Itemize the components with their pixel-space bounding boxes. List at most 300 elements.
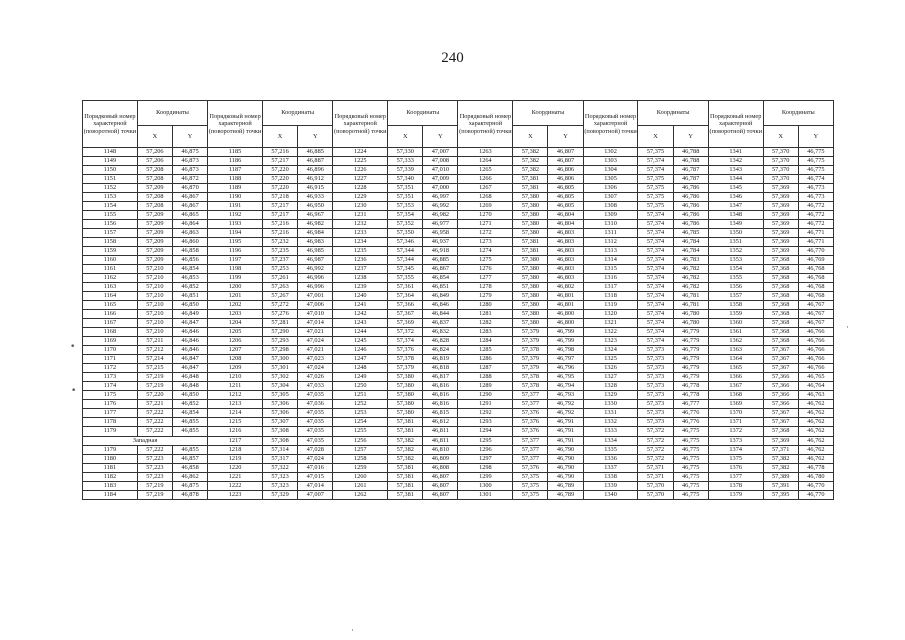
point-number-cell: 1195: [208, 238, 263, 247]
y-coordinate-cell: 46,851: [173, 292, 208, 301]
y-coordinate-cell: 46,771: [798, 229, 833, 238]
point-number-cell: 1289: [458, 382, 513, 391]
y-coordinate-cell: 47,009: [423, 175, 458, 184]
point-number-cell: 1216: [208, 427, 263, 436]
y-coordinate-cell: 46,763: [798, 391, 833, 400]
y-coordinate-cell: 46,786: [673, 184, 708, 193]
point-number-cell: 1319: [583, 301, 638, 310]
point-number-cell: 1300: [458, 481, 513, 490]
x-column-header: X: [137, 126, 172, 148]
table-row: [83, 454, 834, 463]
y-coordinate-cell: 46,803: [548, 247, 583, 256]
point-number-cell: 1370: [708, 409, 763, 418]
x-coordinate-cell: 57,366: [763, 391, 798, 400]
point-number-cell: 1180: [83, 454, 138, 463]
point-number-cell: 1238: [333, 274, 388, 283]
section-note-cell: Западная: [83, 436, 208, 445]
y-coordinate-cell: 46,846: [173, 346, 208, 355]
x-coordinate-cell: 57,344: [388, 247, 423, 256]
y-coordinate-cell: 46,801: [548, 301, 583, 310]
x-coordinate-cell: 57,373: [638, 364, 673, 373]
x-coordinate-cell: 57,368: [763, 265, 798, 274]
point-number-cell: 1168: [83, 328, 138, 337]
y-coordinate-cell: 46,854: [423, 274, 458, 283]
y-coordinate-cell: 46,996: [298, 283, 333, 292]
y-coordinate-cell: 46,865: [173, 211, 208, 220]
point-number-cell: 1355: [708, 274, 763, 283]
x-coordinate-cell: 57,368: [763, 292, 798, 301]
x-coordinate-cell: 57,380: [388, 409, 423, 418]
point-number-cell: 1239: [333, 283, 388, 292]
y-coordinate-cell: 46,768: [798, 283, 833, 292]
x-coordinate-cell: 57,351: [388, 184, 423, 193]
y-coordinate-cell: 46,851: [423, 283, 458, 292]
point-number-cell: 1187: [208, 166, 263, 175]
x-coordinate-cell: 57,382: [513, 157, 548, 166]
point-number-cell: 1223: [208, 490, 263, 499]
y-coordinate-cell: 46,766: [798, 355, 833, 364]
table-row: [83, 364, 834, 373]
y-coordinate-cell: 46,805: [548, 193, 583, 202]
point-number-cell: 1197: [208, 256, 263, 265]
y-coordinate-cell: 47,035: [298, 436, 333, 445]
y-coordinate-cell: 46,816: [423, 391, 458, 400]
y-coordinate-cell: 46,854: [173, 265, 208, 274]
x-coordinate-cell: 57,380: [513, 301, 548, 310]
point-number-cell: 1369: [708, 400, 763, 409]
y-coordinate-cell: 46,864: [173, 220, 208, 229]
point-number-cell: 1258: [333, 454, 388, 463]
x-coordinate-cell: 57,219: [137, 490, 172, 499]
y-coordinate-cell: 46,768: [798, 292, 833, 301]
x-coordinate-cell: 57,210: [137, 274, 172, 283]
x-coordinate-cell: 57,216: [263, 148, 298, 157]
y-coordinate-cell: 46,776: [673, 409, 708, 418]
y-coordinate-cell: 46,775: [673, 436, 708, 445]
point-number-cell: 1282: [458, 319, 513, 328]
point-number-cell: 1224: [333, 148, 388, 157]
x-coordinate-cell: 57,367: [763, 418, 798, 427]
y-coordinate-cell: 46,815: [423, 409, 458, 418]
y-coordinate-cell: 46,775: [673, 481, 708, 490]
x-coordinate-cell: 57,369: [388, 319, 423, 328]
x-coordinate-cell: 57,374: [388, 337, 423, 346]
point-number-cell: 1179: [83, 445, 138, 454]
x-coordinate-cell: 57,373: [638, 391, 673, 400]
point-number-cell: 1182: [83, 472, 138, 481]
point-number-cell: 1275: [458, 256, 513, 265]
point-number-cell: 1184: [83, 490, 138, 499]
point-number-cell: 1164: [83, 292, 138, 301]
y-coordinate-cell: 46,766: [798, 364, 833, 373]
point-number-cell: 1364: [708, 355, 763, 364]
y-coordinate-cell: 46,790: [548, 463, 583, 472]
x-coordinate-cell: 57,364: [388, 292, 423, 301]
x-coordinate-cell: 57,235: [263, 247, 298, 256]
y-coordinate-cell: 46,772: [798, 202, 833, 211]
point-number-cell: 1232: [333, 220, 388, 229]
x-coordinate-cell: 57,381: [388, 481, 423, 490]
y-coordinate-cell: 46,775: [673, 463, 708, 472]
x-coordinate-cell: 57,210: [137, 301, 172, 310]
x-coordinate-cell: 57,272: [263, 301, 298, 310]
point-number-cell: 1270: [458, 211, 513, 220]
y-coordinate-cell: 46,847: [173, 319, 208, 328]
table-row: [83, 409, 834, 418]
x-coordinate-cell: 57,368: [763, 274, 798, 283]
y-coordinate-cell: 46,775: [673, 454, 708, 463]
point-number-cell: 1347: [708, 202, 763, 211]
y-coordinate-cell: 47,007: [298, 490, 333, 499]
y-coordinate-cell: 46,912: [298, 175, 333, 184]
point-number-cell: 1208: [208, 355, 263, 364]
table-row: [83, 427, 834, 436]
x-coordinate-cell: 57,308: [263, 427, 298, 436]
y-coordinate-cell: 46,918: [423, 247, 458, 256]
point-number-cell: 1206: [208, 337, 263, 346]
x-coordinate-cell: 57,330: [388, 148, 423, 157]
coordinates-header: Координаты: [763, 101, 833, 126]
y-coordinate-cell: 46,800: [548, 319, 583, 328]
point-number-cell: 1171: [83, 355, 138, 364]
table-row: [83, 373, 834, 382]
y-coordinate-cell: 46,774: [798, 175, 833, 184]
point-number-cell: 1360: [708, 319, 763, 328]
point-number-cell: 1366: [708, 373, 763, 382]
y-coordinate-cell: 46,855: [173, 445, 208, 454]
point-number-cell: 1192: [208, 211, 263, 220]
x-coordinate-cell: 57,374: [638, 229, 673, 238]
point-number-cell: 1324: [583, 346, 638, 355]
point-number-cell: 1368: [708, 391, 763, 400]
x-coordinate-cell: 57,219: [137, 481, 172, 490]
y-coordinate-cell: 46,794: [548, 382, 583, 391]
y-coordinate-cell: 46,852: [173, 283, 208, 292]
table-row: [83, 283, 834, 292]
x-coordinate-cell: 57,374: [638, 238, 673, 247]
y-coordinate-cell: 46,809: [423, 454, 458, 463]
y-coordinate-cell: 46,786: [673, 211, 708, 220]
x-coordinate-cell: 57,345: [388, 265, 423, 274]
x-coordinate-cell: 57,374: [638, 247, 673, 256]
x-coordinate-cell: 57,373: [638, 409, 673, 418]
y-coordinate-cell: 46,878: [173, 490, 208, 499]
x-column-header: X: [263, 126, 298, 148]
y-coordinate-cell: 46,787: [673, 166, 708, 175]
y-coordinate-cell: 46,937: [423, 238, 458, 247]
y-column-header: Y: [798, 126, 833, 148]
y-coordinate-cell: 46,847: [173, 355, 208, 364]
y-coordinate-cell: 46,848: [173, 373, 208, 382]
y-coordinate-cell: 46,875: [173, 481, 208, 490]
point-number-cell: 1207: [208, 346, 263, 355]
y-coordinate-cell: 46,781: [673, 292, 708, 301]
y-coordinate-cell: 47,021: [298, 346, 333, 355]
point-number-cell: 1365: [708, 364, 763, 373]
x-coordinate-cell: 57,209: [137, 220, 172, 229]
x-column-header: X: [763, 126, 798, 148]
y-coordinate-cell: 46,857: [173, 454, 208, 463]
point-number-cell: 1297: [458, 454, 513, 463]
y-coordinate-cell: 46,787: [673, 175, 708, 184]
y-coordinate-cell: 46,867: [173, 193, 208, 202]
point-number-cell: 1159: [83, 247, 138, 256]
y-coordinate-cell: 46,778: [673, 382, 708, 391]
point-number-cell: 1229: [333, 193, 388, 202]
y-coordinate-cell: 46,764: [798, 382, 833, 391]
page-number: 240: [441, 50, 464, 66]
x-coordinate-cell: 57,380: [388, 382, 423, 391]
point-number-cell: 1165: [83, 301, 138, 310]
x-coordinate-cell: 57,220: [263, 166, 298, 175]
x-column-header: X: [513, 126, 548, 148]
x-coordinate-cell: 57,380: [513, 193, 548, 202]
x-coordinate-cell: 57,375: [638, 184, 673, 193]
y-coordinate-cell: 46,762: [798, 400, 833, 409]
point-number-cell: 1222: [208, 481, 263, 490]
y-coordinate-cell: 46,824: [423, 346, 458, 355]
x-coordinate-cell: 57,378: [513, 373, 548, 382]
y-coordinate-cell: 46,846: [173, 337, 208, 346]
x-coordinate-cell: 57,391: [763, 481, 798, 490]
y-coordinate-cell: 46,853: [173, 274, 208, 283]
x-coordinate-cell: 57,380: [388, 400, 423, 409]
y-column-header: Y: [423, 126, 458, 148]
y-coordinate-cell: 46,766: [798, 346, 833, 355]
point-number-cell: 1326: [583, 364, 638, 373]
y-coordinate-cell: 46,828: [423, 337, 458, 346]
point-number-cell: 1340: [583, 490, 638, 499]
x-coordinate-cell: 57,222: [137, 409, 172, 418]
point-number-cell: 1343: [708, 166, 763, 175]
y-coordinate-cell: 46,804: [548, 211, 583, 220]
y-coordinate-cell: 46,800: [548, 310, 583, 319]
x-coordinate-cell: 57,374: [638, 256, 673, 265]
table-row: [83, 256, 834, 265]
point-number-cell: 1152: [83, 184, 138, 193]
x-coordinate-cell: 57,372: [638, 445, 673, 454]
point-number-cell: 1367: [708, 382, 763, 391]
x-coordinate-cell: 57,380: [513, 256, 548, 265]
point-number-cell: 1317: [583, 283, 638, 292]
table-row: [83, 418, 834, 427]
y-coordinate-cell: 46,780: [673, 319, 708, 328]
point-number-cell: 1149: [83, 157, 138, 166]
point-number-cell: 1357: [708, 292, 763, 301]
y-coordinate-cell: 47,036: [298, 400, 333, 409]
point-number-cell: 1273: [458, 238, 513, 247]
x-coordinate-cell: 57,306: [263, 409, 298, 418]
y-coordinate-cell: 47,035: [298, 427, 333, 436]
y-coordinate-cell: 47,006: [298, 301, 333, 310]
x-coordinate-cell: 57,214: [137, 355, 172, 364]
point-number-cell: 1161: [83, 265, 138, 274]
y-coordinate-cell: 47,021: [298, 328, 333, 337]
x-coordinate-cell: 57,371: [638, 472, 673, 481]
point-number-cell: 1242: [333, 310, 388, 319]
x-coordinate-cell: 57,314: [263, 445, 298, 454]
y-coordinate-cell: 46,985: [298, 247, 333, 256]
coordinates-header: Координаты: [513, 101, 583, 126]
y-coordinate-cell: 46,779: [673, 355, 708, 364]
point-number-cell: 1236: [333, 256, 388, 265]
point-number-cell: 1259: [333, 463, 388, 472]
point-number-cell: 1354: [708, 265, 763, 274]
x-coordinate-cell: 57,382: [388, 454, 423, 463]
x-coordinate-cell: 57,382: [388, 445, 423, 454]
x-coordinate-cell: 57,374: [638, 211, 673, 220]
point-number-cell: 1376: [708, 463, 763, 472]
y-column-header: Y: [173, 126, 208, 148]
x-coordinate-cell: 57,307: [263, 418, 298, 427]
point-number-cell: 1166: [83, 310, 138, 319]
y-coordinate-cell: 46,792: [548, 400, 583, 409]
point-number-cell: 1265: [458, 166, 513, 175]
x-coordinate-cell: 57,217: [263, 211, 298, 220]
x-coordinate-cell: 57,368: [763, 310, 798, 319]
y-coordinate-cell: 46,873: [173, 166, 208, 175]
point-number-cell: 1272: [458, 229, 513, 238]
x-coordinate-cell: 57,209: [137, 256, 172, 265]
y-coordinate-cell: 47,035: [298, 391, 333, 400]
y-coordinate-cell: 46,862: [173, 472, 208, 481]
point-number-cell: 1281: [458, 310, 513, 319]
point-number-cell: 1286: [458, 355, 513, 364]
x-coordinate-cell: 57,395: [763, 490, 798, 499]
point-number-cell: 1332: [583, 418, 638, 427]
point-number-cell: 1331: [583, 409, 638, 418]
point-number-cell: 1196: [208, 247, 263, 256]
x-coordinate-cell: 57,355: [388, 274, 423, 283]
y-coordinate-cell: 46,762: [798, 445, 833, 454]
y-coordinate-cell: 46,775: [798, 166, 833, 175]
x-coordinate-cell: 57,350: [388, 229, 423, 238]
table-row: [83, 211, 834, 220]
point-number-cell: 1243: [333, 319, 388, 328]
x-coordinate-cell: 57,369: [763, 436, 798, 445]
point-number-cell: 1363: [708, 346, 763, 355]
y-coordinate-cell: 46,779: [673, 373, 708, 382]
x-coordinate-cell: 57,267: [263, 292, 298, 301]
point-number-cell: 1371: [708, 418, 763, 427]
y-coordinate-cell: 46,762: [798, 454, 833, 463]
x-coordinate-cell: 57,212: [137, 346, 172, 355]
y-coordinate-cell: 46,786: [673, 220, 708, 229]
y-coordinate-cell: 46,791: [548, 436, 583, 445]
y-coordinate-cell: 46,791: [548, 427, 583, 436]
point-number-cell: 1170: [83, 346, 138, 355]
point-number-cell: 1162: [83, 274, 138, 283]
x-coordinate-cell: 57,374: [638, 337, 673, 346]
y-coordinate-cell: 47,000: [423, 184, 458, 193]
x-coordinate-cell: 57,378: [388, 355, 423, 364]
y-coordinate-cell: 47,010: [423, 166, 458, 175]
x-coordinate-cell: 57,381: [513, 247, 548, 256]
y-coordinate-cell: 46,804: [548, 220, 583, 229]
x-coordinate-cell: 57,210: [137, 292, 172, 301]
point-number-cell: 1169: [83, 337, 138, 346]
point-number-cell: 1356: [708, 283, 763, 292]
point-number-cell: 1244: [333, 328, 388, 337]
y-coordinate-cell: 46,885: [298, 148, 333, 157]
x-coordinate-cell: 57,369: [763, 184, 798, 193]
point-number-cell: 1351: [708, 238, 763, 247]
point-number-cell: 1227: [333, 175, 388, 184]
y-coordinate-cell: 46,791: [548, 418, 583, 427]
point-number-cell: 1320: [583, 310, 638, 319]
y-coordinate-cell: 46,967: [298, 211, 333, 220]
x-coordinate-cell: 57,317: [263, 454, 298, 463]
y-coordinate-cell: 46,773: [798, 193, 833, 202]
point-number-cell: 1336: [583, 454, 638, 463]
point-number-cell: 1344: [708, 175, 763, 184]
point-number-cell: 1359: [708, 310, 763, 319]
x-coordinate-cell: 57,223: [137, 463, 172, 472]
x-coordinate-cell: 57,351: [388, 193, 423, 202]
point-number-cell: 1266: [458, 175, 513, 184]
x-coordinate-cell: 57,376: [513, 463, 548, 472]
point-number-cell: 1156: [83, 220, 138, 229]
y-coordinate-cell: 46,790: [548, 472, 583, 481]
point-number-cell: 1209: [208, 364, 263, 373]
table-row: [83, 301, 834, 310]
point-number-cell: 1291: [458, 400, 513, 409]
point-index-header: Порядковый номер характерной (поворотной) точки: [333, 101, 388, 148]
coordinates-table: [82, 100, 834, 500]
x-coordinate-cell: 57,374: [638, 220, 673, 229]
x-coordinate-cell: 57,375: [513, 490, 548, 499]
point-number-cell: 1220: [208, 463, 263, 472]
x-coordinate-cell: 57,209: [137, 211, 172, 220]
y-coordinate-cell: 46,785: [673, 229, 708, 238]
y-coordinate-cell: 46,846: [173, 328, 208, 337]
x-coordinate-cell: 57,369: [763, 211, 798, 220]
x-coordinate-cell: 57,216: [263, 220, 298, 229]
point-number-cell: 1374: [708, 445, 763, 454]
y-coordinate-cell: 47,008: [423, 157, 458, 166]
x-coordinate-cell: 57,369: [763, 247, 798, 256]
y-coordinate-cell: 46,803: [548, 229, 583, 238]
x-coordinate-cell: 57,300: [263, 355, 298, 364]
y-coordinate-cell: 46,850: [173, 301, 208, 310]
y-coordinate-cell: 46,849: [423, 292, 458, 301]
point-number-cell: 1377: [708, 472, 763, 481]
point-number-cell: 1279: [458, 292, 513, 301]
point-number-cell: 1315: [583, 265, 638, 274]
point-number-cell: 1151: [83, 175, 138, 184]
y-coordinate-cell: 46,846: [423, 301, 458, 310]
point-number-cell: 1274: [458, 247, 513, 256]
x-coordinate-cell: 57,366: [763, 400, 798, 409]
point-number-cell: 1215: [208, 418, 263, 427]
point-number-cell: 1271: [458, 220, 513, 229]
table-row: [83, 166, 834, 175]
point-number-cell: 1234: [333, 238, 388, 247]
x-coordinate-cell: 57,298: [263, 346, 298, 355]
y-coordinate-cell: 46,768: [798, 265, 833, 274]
y-coordinate-cell: 46,803: [548, 265, 583, 274]
point-number-cell: 1251: [333, 391, 388, 400]
y-coordinate-cell: 46,806: [548, 175, 583, 184]
point-number-cell: 1294: [458, 427, 513, 436]
point-number-cell: 1338: [583, 472, 638, 481]
y-coordinate-cell: 46,793: [548, 391, 583, 400]
y-coordinate-cell: 46,790: [548, 445, 583, 454]
point-number-cell: 1321: [583, 319, 638, 328]
y-coordinate-cell: 46,801: [548, 292, 583, 301]
point-number-cell: 1283: [458, 328, 513, 337]
point-number-cell: 1163: [83, 283, 138, 292]
